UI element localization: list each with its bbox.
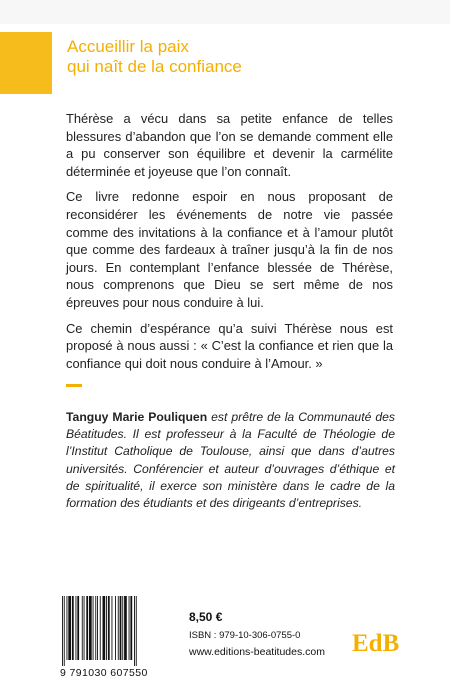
barcode-bars <box>60 596 174 666</box>
barcode-bar <box>97 596 98 660</box>
barcode-bar <box>136 596 137 666</box>
barcode-bar <box>82 596 83 660</box>
accent-block <box>0 32 52 94</box>
barcode-bar <box>115 596 116 660</box>
book-title-line-2: qui naît de la confiance <box>67 57 242 76</box>
barcode-bar <box>64 596 65 666</box>
isbn: ISBN : 979-10-306-0755-0 <box>189 630 301 641</box>
barcode-bar <box>72 596 74 660</box>
barcode-bar <box>93 596 94 660</box>
section-divider <box>66 384 82 387</box>
barcode-bar <box>62 596 63 666</box>
barcode-bar <box>134 596 135 666</box>
author-name: Tanguy Marie Pouliquen <box>66 410 208 424</box>
barcode-bar <box>95 596 96 660</box>
barcode-bar <box>130 596 132 660</box>
barcode-bar <box>67 596 68 660</box>
barcode-bar <box>84 596 85 660</box>
barcode-bar <box>108 596 110 660</box>
publisher-logo: EdB <box>352 630 400 657</box>
price: 8,50 € <box>189 610 223 624</box>
barcode-bar <box>122 596 123 660</box>
barcode-bar <box>100 596 101 660</box>
barcode-bar <box>103 596 106 660</box>
description-paragraph: Ce chemin d’espérance qu’a suivi Thérèse nous est proposé à nous aussi : « C’est la confiance et rien que la confiance qui doit nous conduire à l’Amour. » <box>66 320 393 371</box>
barcode-bar <box>118 596 119 660</box>
barcode-bar <box>124 596 127 660</box>
description-paragraph: Thérèse a vécu dans sa petite enfance de telles blessures d’abandon que l’on se demande comment elle a pu conserver son équilibre et devenir la carmélite déterminée et joyeuse que l’on connaît. <box>66 111 393 179</box>
book-title-line-1: Accueillir la paix <box>67 37 189 56</box>
top-margin-band <box>0 0 450 24</box>
barcode-number: 9 791030 607550 <box>60 667 148 679</box>
description-paragraph: Ce livre redonne espoir en nous proposant de reconsidérer les événements de notre vie passée comme des invitations à la confiance et à l’amour plutôt que comme des fardeaux à traîner jusqu’à la fin de nos jours. En contemplant l’enfance blessée de Thérèse, nous comprenons que Dieu se sert même de nos épreuves pour nous conduire à lui. <box>66 189 393 310</box>
barcode-bar <box>86 596 88 660</box>
barcode-bar <box>120 596 122 660</box>
barcode-bar <box>77 596 79 660</box>
book-title <box>67 37 242 77</box>
barcode <box>60 596 174 666</box>
back-cover-description <box>66 110 393 380</box>
author-biography <box>66 409 395 512</box>
author-bio-text: est prêtre de la Communauté des Béatitudes. Il est professeur à la Faculté de Théologie de l’Institut Catholique de Toulouse, ainsi que dans d’autres universités. Conférencier et auteur d’ouvrages d’éthique et de spiritualité, il exerce son ministère dans le cadre de la formation des étudiants et des dirigeants d’entreprises. <box>66 410 395 511</box>
barcode-bar <box>68 596 71 660</box>
barcode-bar <box>106 596 107 660</box>
publisher-website: www.editions-beatitudes.com <box>189 646 325 658</box>
barcode-bar <box>129 596 130 660</box>
barcode-bar <box>112 596 113 660</box>
barcode-bar <box>76 596 77 660</box>
barcode-bar <box>89 596 92 660</box>
